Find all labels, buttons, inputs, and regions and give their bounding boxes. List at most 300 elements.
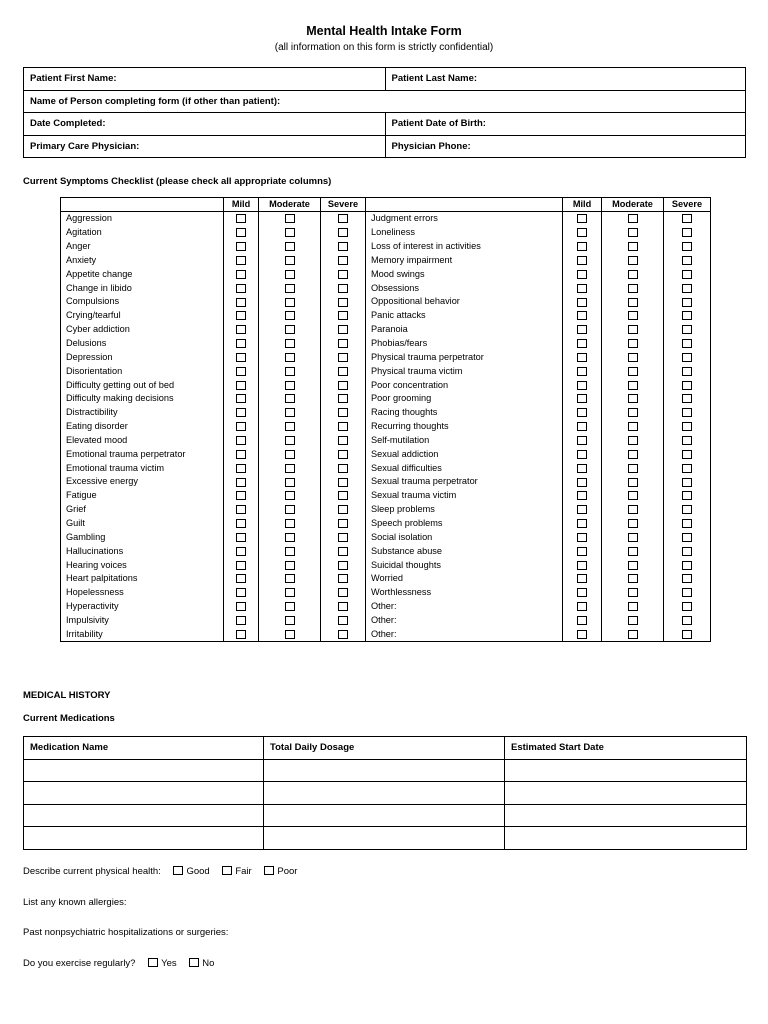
mild-checkbox-icon[interactable]	[236, 450, 246, 459]
mild-checkbox-icon[interactable]	[577, 588, 587, 597]
severe-checkbox-icon[interactable]	[338, 533, 348, 542]
moderate-checkbox-icon[interactable]	[628, 574, 638, 583]
mild-checkbox-icon[interactable]	[577, 602, 587, 611]
mild-checkbox-icon[interactable]	[236, 228, 246, 237]
symptom-label: Self-mutilation	[366, 434, 563, 448]
moderate-checkbox-icon[interactable]	[628, 339, 638, 348]
physical-health-fair-option[interactable]	[222, 866, 251, 877]
severe-checkbox-icon[interactable]	[682, 464, 692, 473]
moderate-checkbox-icon[interactable]	[628, 256, 638, 265]
physical-health-poor-option[interactable]	[264, 866, 297, 877]
mild-checkbox-icon[interactable]	[236, 408, 246, 417]
mild-cell	[563, 295, 602, 309]
mild-checkbox-icon[interactable]	[577, 228, 587, 237]
severe-checkbox-icon[interactable]	[682, 574, 692, 583]
severe-checkbox-icon[interactable]	[338, 298, 348, 307]
moderate-checkbox-icon[interactable]	[628, 394, 638, 403]
moderate-checkbox-icon[interactable]	[285, 547, 295, 556]
severe-checkbox-icon[interactable]	[682, 311, 692, 320]
daily-dosage-cell[interactable]	[264, 782, 505, 805]
current-medications-heading: Current Medications	[23, 713, 115, 724]
mild-checkbox-icon[interactable]	[236, 519, 246, 528]
severe-checkbox-icon[interactable]	[338, 561, 348, 570]
symptom-row	[61, 517, 711, 531]
severe-checkbox-icon[interactable]	[682, 436, 692, 445]
severe-checkbox-icon[interactable]	[338, 491, 348, 500]
symptom-row	[61, 572, 711, 586]
severe-checkbox-icon[interactable]	[682, 533, 692, 542]
moderate-cell	[259, 378, 321, 392]
mild-checkbox-icon[interactable]	[577, 256, 587, 265]
moderate-cell	[259, 613, 321, 627]
moderate-checkbox-icon[interactable]	[628, 588, 638, 597]
severe-checkbox-icon[interactable]	[682, 478, 692, 487]
severe-checkbox-icon[interactable]	[682, 394, 692, 403]
moderate-cell	[259, 434, 321, 448]
severe-checkbox-icon[interactable]	[682, 408, 692, 417]
mild-cell	[224, 392, 259, 406]
moderate-checkbox-icon[interactable]	[285, 588, 295, 597]
severe-checkbox-icon[interactable]	[682, 450, 692, 459]
severe-cell	[664, 558, 711, 572]
severe-checkbox-icon[interactable]	[682, 353, 692, 362]
severe-checkbox-icon[interactable]	[338, 381, 348, 390]
moderate-checkbox-icon[interactable]	[285, 298, 295, 307]
mild-cell	[563, 489, 602, 503]
mild-checkbox-icon[interactable]	[577, 630, 587, 639]
checkbox-icon[interactable]	[222, 866, 232, 875]
mild-checkbox-icon[interactable]	[236, 242, 246, 251]
severe-checkbox-icon[interactable]	[682, 519, 692, 528]
mild-checkbox-icon[interactable]	[236, 381, 246, 390]
moderate-checkbox-icon[interactable]	[285, 533, 295, 542]
moderate-checkbox-icon[interactable]	[285, 519, 295, 528]
moderate-checkbox-icon[interactable]	[285, 422, 295, 431]
moderate-checkbox-icon[interactable]	[285, 616, 295, 625]
mild-checkbox-icon[interactable]	[236, 325, 246, 334]
severe-checkbox-icon[interactable]	[338, 394, 348, 403]
severe-checkbox-icon[interactable]	[338, 478, 348, 487]
moderate-checkbox-icon[interactable]	[628, 464, 638, 473]
mild-checkbox-icon[interactable]	[236, 298, 246, 307]
moderate-checkbox-icon[interactable]	[285, 325, 295, 334]
severe-cell	[321, 295, 366, 309]
moderate-cell	[259, 254, 321, 268]
symptom-row	[61, 475, 711, 489]
moderate-checkbox-icon[interactable]	[628, 519, 638, 528]
severe-checkbox-icon[interactable]	[682, 561, 692, 570]
severe-checkbox-icon[interactable]	[338, 367, 348, 376]
moderate-checkbox-icon[interactable]	[285, 561, 295, 570]
severe-cell	[321, 475, 366, 489]
start-date-header: Estimated Start Date	[505, 737, 747, 760]
moderate-checkbox-icon[interactable]	[628, 561, 638, 570]
severe-checkbox-icon[interactable]	[682, 242, 692, 251]
moderate-checkbox-icon[interactable]	[628, 408, 638, 417]
severe-checkbox-icon[interactable]	[338, 242, 348, 251]
severe-checkbox-icon[interactable]	[682, 367, 692, 376]
mild-cell	[563, 420, 602, 434]
physical-health-good-option[interactable]	[173, 866, 209, 877]
severe-cell	[321, 544, 366, 558]
mild-cell	[563, 558, 602, 572]
moderate-checkbox-icon[interactable]	[285, 450, 295, 459]
severe-checkbox-icon[interactable]	[338, 353, 348, 362]
moderate-checkbox-icon[interactable]	[285, 491, 295, 500]
moderate-checkbox-icon[interactable]	[628, 616, 638, 625]
severe-cell	[321, 586, 366, 600]
severe-checkbox-icon[interactable]	[682, 256, 692, 265]
severe-checkbox-icon[interactable]	[338, 422, 348, 431]
mild-checkbox-icon[interactable]	[577, 616, 587, 625]
moderate-cell	[602, 350, 664, 364]
severe-checkbox-icon[interactable]	[682, 298, 692, 307]
mild-cell	[224, 295, 259, 309]
moderate-checkbox-icon[interactable]	[285, 339, 295, 348]
mild-checkbox-icon[interactable]	[577, 533, 587, 542]
mild-checkbox-icon[interactable]	[577, 561, 587, 570]
mild-cell	[563, 447, 602, 461]
severe-cell	[664, 627, 711, 641]
moderate-checkbox-icon[interactable]	[628, 547, 638, 556]
medication-name-cell[interactable]	[24, 782, 264, 805]
mild-checkbox-icon[interactable]	[577, 574, 587, 583]
mild-checkbox-icon[interactable]	[236, 491, 246, 500]
symptom-row	[61, 461, 711, 475]
severe-checkbox-icon[interactable]	[682, 588, 692, 597]
severe-cell	[664, 613, 711, 627]
mild-checkbox-icon[interactable]	[236, 478, 246, 487]
mild-cell	[563, 364, 602, 378]
mild-checkbox-icon[interactable]	[577, 450, 587, 459]
severe-cell	[321, 378, 366, 392]
moderate-cell	[259, 364, 321, 378]
mild-checkbox-icon[interactable]	[577, 214, 587, 223]
moderate-cell	[259, 572, 321, 586]
moderate-checkbox-icon[interactable]	[628, 298, 638, 307]
moderate-checkbox-icon[interactable]	[285, 478, 295, 487]
start-date-cell[interactable]	[505, 827, 747, 850]
mild-checkbox-icon[interactable]	[577, 339, 587, 348]
mild-checkbox-icon[interactable]	[236, 464, 246, 473]
medications-table	[23, 736, 747, 850]
moderate-cell	[259, 503, 321, 517]
severe-checkbox-icon[interactable]	[682, 616, 692, 625]
moderate-checkbox-icon[interactable]	[285, 270, 295, 279]
mild-cell	[563, 212, 602, 226]
moderate-checkbox-icon[interactable]	[628, 367, 638, 376]
allergies-question[interactable]: List any known allergies:	[23, 897, 127, 908]
mild-checkbox-icon[interactable]	[236, 256, 246, 265]
mild-checkbox-icon[interactable]	[577, 478, 587, 487]
severe-checkbox-icon[interactable]	[682, 491, 692, 500]
severe-cell	[664, 406, 711, 420]
mild-checkbox-icon[interactable]	[236, 214, 246, 223]
moderate-checkbox-icon[interactable]	[628, 436, 638, 445]
mild-checkbox-icon[interactable]	[577, 242, 587, 251]
symptom-label: Difficulty making decisions	[61, 392, 224, 406]
patient-first-name-field[interactable]: Patient First Name:	[24, 68, 386, 91]
severe-checkbox-icon[interactable]	[682, 284, 692, 293]
severe-checkbox-icon[interactable]	[682, 505, 692, 514]
moderate-checkbox-icon[interactable]	[628, 311, 638, 320]
option-label: Yes	[161, 958, 177, 969]
moderate-checkbox-icon[interactable]	[628, 381, 638, 390]
symptom-label: Appetite change	[61, 267, 224, 281]
mild-checkbox-icon[interactable]	[236, 616, 246, 625]
moderate-checkbox-icon[interactable]	[285, 464, 295, 473]
severe-cell	[664, 254, 711, 268]
moderate-checkbox-icon[interactable]	[285, 311, 295, 320]
moderate-cell	[602, 295, 664, 309]
symptom-row	[61, 489, 711, 503]
moderate-checkbox-icon[interactable]	[628, 505, 638, 514]
severe-checkbox-icon[interactable]	[682, 339, 692, 348]
severe-checkbox-icon[interactable]	[338, 519, 348, 528]
symptom-label: Sexual difficulties	[366, 461, 563, 475]
symptom-label: Eating disorder	[61, 420, 224, 434]
medication-row	[24, 804, 747, 827]
mild-checkbox-icon[interactable]	[236, 588, 246, 597]
mild-checkbox-icon[interactable]	[577, 325, 587, 334]
mild-checkbox-icon[interactable]	[236, 547, 246, 556]
severe-checkbox-icon[interactable]	[338, 602, 348, 611]
moderate-checkbox-icon[interactable]	[628, 325, 638, 334]
moderate-checkbox-icon[interactable]	[285, 630, 295, 639]
moderate-checkbox-icon[interactable]	[628, 450, 638, 459]
mild-checkbox-icon[interactable]	[577, 464, 587, 473]
severe-checkbox-icon[interactable]	[338, 256, 348, 265]
moderate-checkbox-icon[interactable]	[628, 214, 638, 223]
moderate-cell	[259, 406, 321, 420]
exercise-no-option[interactable]	[189, 958, 214, 969]
severe-checkbox-icon[interactable]	[682, 228, 692, 237]
mild-cell	[563, 240, 602, 254]
moderate-checkbox-icon[interactable]	[285, 381, 295, 390]
mild-checkbox-icon[interactable]	[577, 353, 587, 362]
mild-checkbox-icon[interactable]	[236, 602, 246, 611]
severe-checkbox-icon[interactable]	[338, 436, 348, 445]
mild-cell	[224, 378, 259, 392]
mild-checkbox-icon[interactable]	[236, 367, 246, 376]
severe-checkbox-icon[interactable]	[338, 325, 348, 334]
severe-checkbox-icon[interactable]	[338, 450, 348, 459]
moderate-checkbox-icon[interactable]	[285, 574, 295, 583]
physician-phone-field[interactable]: Physician Phone:	[385, 135, 746, 158]
symptom-row	[61, 586, 711, 600]
moderate-checkbox-icon[interactable]	[285, 367, 295, 376]
moderate-checkbox-icon[interactable]	[628, 228, 638, 237]
symptom-label: Racing thoughts	[366, 406, 563, 420]
daily-dosage-cell[interactable]	[264, 759, 505, 782]
mild-checkbox-icon[interactable]	[577, 311, 587, 320]
moderate-checkbox-icon[interactable]	[285, 228, 295, 237]
mild-checkbox-icon[interactable]	[577, 270, 587, 279]
medication-name-cell[interactable]	[24, 827, 264, 850]
severe-checkbox-icon[interactable]	[338, 630, 348, 639]
moderate-checkbox-icon[interactable]	[285, 408, 295, 417]
severe-checkbox-icon[interactable]	[338, 311, 348, 320]
moderate-checkbox-icon[interactable]	[628, 284, 638, 293]
severe-checkbox-icon[interactable]	[682, 547, 692, 556]
option-label: Good	[186, 866, 210, 877]
severe-checkbox-icon[interactable]	[338, 270, 348, 279]
severe-checkbox-icon[interactable]	[682, 602, 692, 611]
medical-history-heading: MEDICAL HISTORY	[23, 690, 111, 701]
mild-checkbox-icon[interactable]	[236, 436, 246, 445]
moderate-checkbox-icon[interactable]	[285, 242, 295, 251]
mild-checkbox-icon[interactable]	[236, 394, 246, 403]
moderate-checkbox-icon[interactable]	[285, 256, 295, 265]
severe-cell	[321, 600, 366, 614]
severe-cell	[321, 337, 366, 351]
hospitalizations-question[interactable]: Past nonpsychiatric hospitalizations or surgeries:	[23, 927, 229, 938]
severe-column-header: Severe	[321, 198, 366, 212]
severe-checkbox-icon[interactable]	[338, 339, 348, 348]
moderate-checkbox-icon[interactable]	[285, 353, 295, 362]
mild-checkbox-icon[interactable]	[577, 422, 587, 431]
date-completed-field[interactable]: Date Completed:	[24, 113, 386, 136]
start-date-cell[interactable]	[505, 759, 747, 782]
moderate-cell	[259, 530, 321, 544]
symptom-label: Other:	[366, 627, 563, 641]
mild-checkbox-icon[interactable]	[577, 491, 587, 500]
severe-checkbox-icon[interactable]	[338, 588, 348, 597]
severe-cell	[321, 406, 366, 420]
moderate-checkbox-icon[interactable]	[628, 491, 638, 500]
severe-cell	[664, 309, 711, 323]
medication-name-header: Medication Name	[24, 737, 264, 760]
severe-checkbox-icon[interactable]	[682, 422, 692, 431]
primary-care-physician-field[interactable]: Primary Care Physician:	[24, 135, 386, 158]
checkbox-icon[interactable]	[148, 958, 158, 967]
mild-cell	[563, 544, 602, 558]
mild-checkbox-icon[interactable]	[236, 339, 246, 348]
symptom-row	[61, 267, 711, 281]
mild-checkbox-icon[interactable]	[577, 519, 587, 528]
moderate-cell	[602, 420, 664, 434]
symptom-label: Worried	[366, 572, 563, 586]
mild-checkbox-icon[interactable]	[236, 270, 246, 279]
severe-cell	[321, 420, 366, 434]
severe-checkbox-icon[interactable]	[338, 505, 348, 514]
severe-checkbox-icon[interactable]	[338, 228, 348, 237]
mild-checkbox-icon[interactable]	[236, 533, 246, 542]
mild-checkbox-icon[interactable]	[236, 561, 246, 570]
severe-checkbox-icon[interactable]	[338, 616, 348, 625]
severe-cell	[664, 323, 711, 337]
start-date-cell[interactable]	[505, 782, 747, 805]
medication-name-cell[interactable]	[24, 759, 264, 782]
moderate-cell	[259, 392, 321, 406]
mild-checkbox-icon[interactable]	[236, 574, 246, 583]
mild-checkbox-icon[interactable]	[577, 367, 587, 376]
mild-checkbox-icon[interactable]	[236, 422, 246, 431]
severe-checkbox-icon[interactable]	[338, 547, 348, 556]
severe-checkbox-icon[interactable]	[682, 325, 692, 334]
severe-cell	[664, 281, 711, 295]
mild-checkbox-icon[interactable]	[577, 547, 587, 556]
moderate-checkbox-icon[interactable]	[628, 242, 638, 251]
moderate-checkbox-icon[interactable]	[285, 284, 295, 293]
moderate-checkbox-icon[interactable]	[628, 353, 638, 362]
moderate-cell	[602, 392, 664, 406]
moderate-checkbox-icon[interactable]	[628, 422, 638, 431]
moderate-cell	[259, 420, 321, 434]
moderate-checkbox-icon[interactable]	[628, 270, 638, 279]
moderate-checkbox-icon[interactable]	[285, 214, 295, 223]
checkbox-icon[interactable]	[264, 866, 274, 875]
option-label: No	[202, 958, 215, 969]
mild-cell	[563, 226, 602, 240]
severe-checkbox-icon[interactable]	[338, 574, 348, 583]
severe-checkbox-icon[interactable]	[338, 464, 348, 473]
moderate-checkbox-icon[interactable]	[628, 533, 638, 542]
medication-row	[24, 827, 747, 850]
moderate-checkbox-icon[interactable]	[285, 436, 295, 445]
mild-checkbox-icon[interactable]	[236, 353, 246, 362]
severe-checkbox-icon[interactable]	[338, 408, 348, 417]
mild-checkbox-icon[interactable]	[236, 505, 246, 514]
checkbox-icon[interactable]	[173, 866, 183, 875]
moderate-checkbox-icon[interactable]	[628, 630, 638, 639]
severe-checkbox-icon[interactable]	[682, 270, 692, 279]
mild-cell	[224, 600, 259, 614]
mild-checkbox-icon[interactable]	[577, 298, 587, 307]
medication-name-cell[interactable]	[24, 804, 264, 827]
mild-checkbox-icon[interactable]	[577, 394, 587, 403]
moderate-checkbox-icon[interactable]	[285, 505, 295, 514]
mild-checkbox-icon[interactable]	[577, 408, 587, 417]
severe-checkbox-icon[interactable]	[682, 630, 692, 639]
mild-checkbox-icon[interactable]	[577, 436, 587, 445]
severe-checkbox-icon[interactable]	[338, 214, 348, 223]
start-date-cell[interactable]	[505, 804, 747, 827]
exercise-yes-option[interactable]	[148, 958, 177, 969]
mild-cell	[563, 281, 602, 295]
patient-dob-field[interactable]: Patient Date of Birth:	[385, 113, 746, 136]
mild-checkbox-icon[interactable]	[577, 284, 587, 293]
symptom-label: Gambling	[61, 530, 224, 544]
completer-name-field[interactable]: Name of Person completing form (if other than patient):	[24, 90, 746, 113]
checkbox-icon[interactable]	[189, 958, 199, 967]
daily-dosage-cell[interactable]	[264, 827, 505, 850]
severe-checkbox-icon[interactable]	[682, 381, 692, 390]
symptom-label: Agitation	[61, 226, 224, 240]
mild-checkbox-icon[interactable]	[236, 630, 246, 639]
daily-dosage-cell[interactable]	[264, 804, 505, 827]
patient-last-name-field[interactable]: Patient Last Name:	[385, 68, 746, 91]
mild-checkbox-icon[interactable]	[236, 284, 246, 293]
moderate-cell	[259, 447, 321, 461]
severe-cell	[664, 392, 711, 406]
mild-checkbox-icon[interactable]	[577, 505, 587, 514]
option-label: Fair	[235, 866, 252, 877]
mild-checkbox-icon[interactable]	[236, 311, 246, 320]
moderate-checkbox-icon[interactable]	[628, 478, 638, 487]
moderate-checkbox-icon[interactable]	[285, 394, 295, 403]
severe-cell	[321, 627, 366, 641]
mild-checkbox-icon[interactable]	[577, 381, 587, 390]
moderate-checkbox-icon[interactable]	[285, 602, 295, 611]
severe-checkbox-icon[interactable]	[338, 284, 348, 293]
severe-checkbox-icon[interactable]	[682, 214, 692, 223]
moderate-checkbox-icon[interactable]	[628, 602, 638, 611]
mild-cell	[563, 254, 602, 268]
symptom-row	[61, 447, 711, 461]
moderate-cell	[259, 489, 321, 503]
severe-cell	[321, 503, 366, 517]
